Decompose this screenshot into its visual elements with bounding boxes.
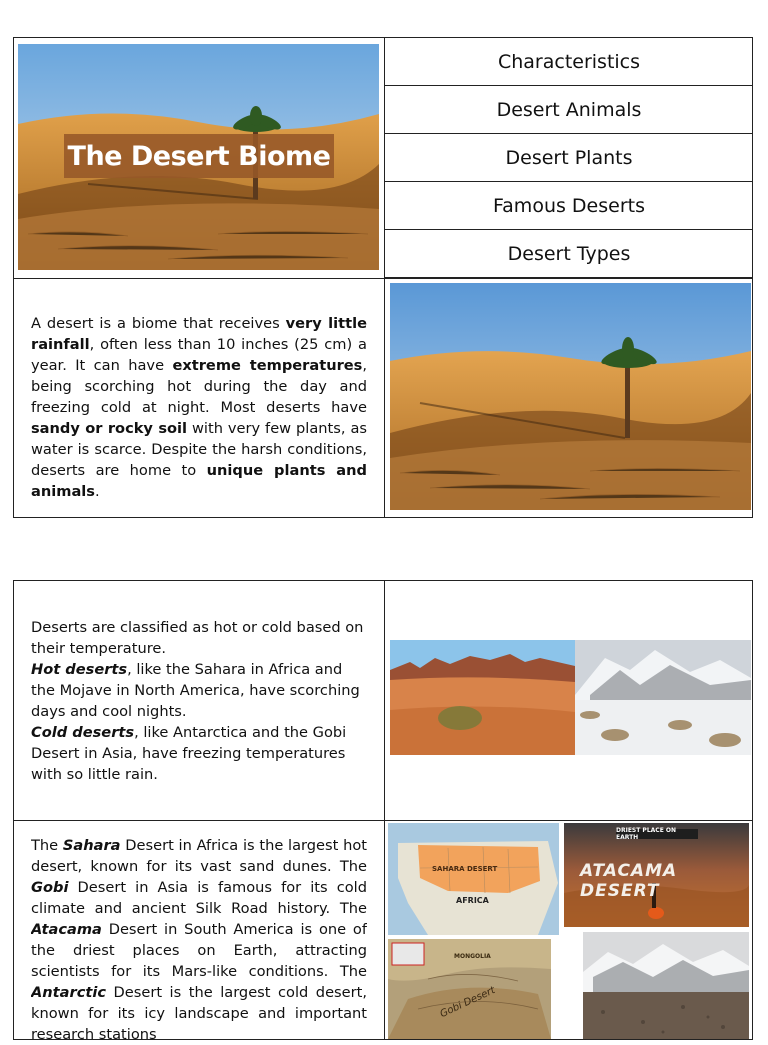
menu-item-desert-plants[interactable]: Desert Plants <box>385 134 753 182</box>
desert-name: Sahara <box>62 837 121 854</box>
menu-item-desert-animals[interactable]: Desert Animals <box>385 86 753 134</box>
biome-card <box>13 37 753 518</box>
menu-item-famous-deserts[interactable]: Famous Deserts <box>385 182 753 230</box>
menu-item-characteristics[interactable]: Characteristics <box>385 38 753 86</box>
atacama-caption: DRIEST PLACE ON EARTH <box>616 827 677 841</box>
atacama-title: ATACAMA DESERT <box>580 861 678 901</box>
sahara-map <box>388 823 559 935</box>
text: Desert in Africa is the largest hot desert, known for its vast sand dunes. The <box>31 837 367 875</box>
desert-description <box>31 313 367 502</box>
famous-deserts-text <box>31 835 367 1045</box>
text: , like the Sahara in Africa and the Mojave in North America, have scorching days and cool nights. <box>31 661 360 720</box>
desert-name: Gobi <box>31 879 69 896</box>
atacama-image <box>564 823 749 927</box>
gobi-map-image <box>388 939 551 1039</box>
text: Desert in Asia is famous for its cold climate and ancient Silk Road history. The <box>31 879 367 917</box>
highlight: sandy or rocky soil <box>31 420 188 437</box>
divider <box>384 581 385 1039</box>
divider <box>14 278 752 279</box>
text: Desert is the largest cold desert, known for its icy landscape and important research stations <box>31 984 367 1043</box>
hot-deserts-text <box>31 659 367 722</box>
term: Hot deserts <box>31 661 128 678</box>
highlight: unique plants and animals <box>31 462 367 500</box>
mongolia-map-label: MONGOLIA <box>454 953 491 960</box>
sahara-map-label: SAHARA DESERT <box>432 865 498 873</box>
text: , like Antarctica and the Gobi Desert in Asia, have freezing temperatures with so little rain. <box>31 724 347 783</box>
term: Cold deserts <box>31 724 135 741</box>
hot-cold-composite <box>390 640 751 755</box>
title-image <box>18 44 379 270</box>
text: A desert is a biome that receives <box>31 315 286 332</box>
text: , being scorching hot during the day and freezing cold at night. Most deserts have <box>31 357 367 416</box>
hot-cold-desert-image <box>390 640 751 755</box>
desert-types-card <box>13 580 753 1043</box>
page-title: The Desert Biome <box>64 134 334 178</box>
cold-deserts-text <box>31 722 367 785</box>
divider <box>14 820 752 821</box>
sahara-map-image <box>388 823 559 935</box>
desert-name: Antarctic <box>31 984 106 1001</box>
topic-menu <box>385 38 753 278</box>
text: , often less than 10 inches (25 cm) a year. It can have <box>31 336 367 374</box>
desert-types-text <box>31 617 367 785</box>
desert-name: Atacama <box>31 921 102 938</box>
gobi-map-label: Gobi Desert <box>438 984 497 1021</box>
text: Desert in South America is one of the driest places on Earth, attracting scientists for its Mars-like conditions. The <box>31 921 367 980</box>
highlight: extreme temperatures <box>172 357 363 374</box>
antarctic-landscape <box>583 932 749 1039</box>
highlight: very little rainfall <box>31 315 367 353</box>
text: The <box>31 837 63 854</box>
text: . <box>94 483 100 500</box>
types-lead: Deserts are classified as hot or cold based on their temperature. <box>31 619 364 657</box>
menu-item-desert-types[interactable]: Desert Types <box>385 230 753 278</box>
palm-dune-image <box>390 283 751 510</box>
text: with very few plants, as water is scarce. Despite the harsh conditions, deserts are home to <box>31 420 367 479</box>
africa-map-label: AFRICA <box>456 896 489 905</box>
desert-palm-image <box>390 283 751 510</box>
antarctic-image <box>583 932 749 1039</box>
